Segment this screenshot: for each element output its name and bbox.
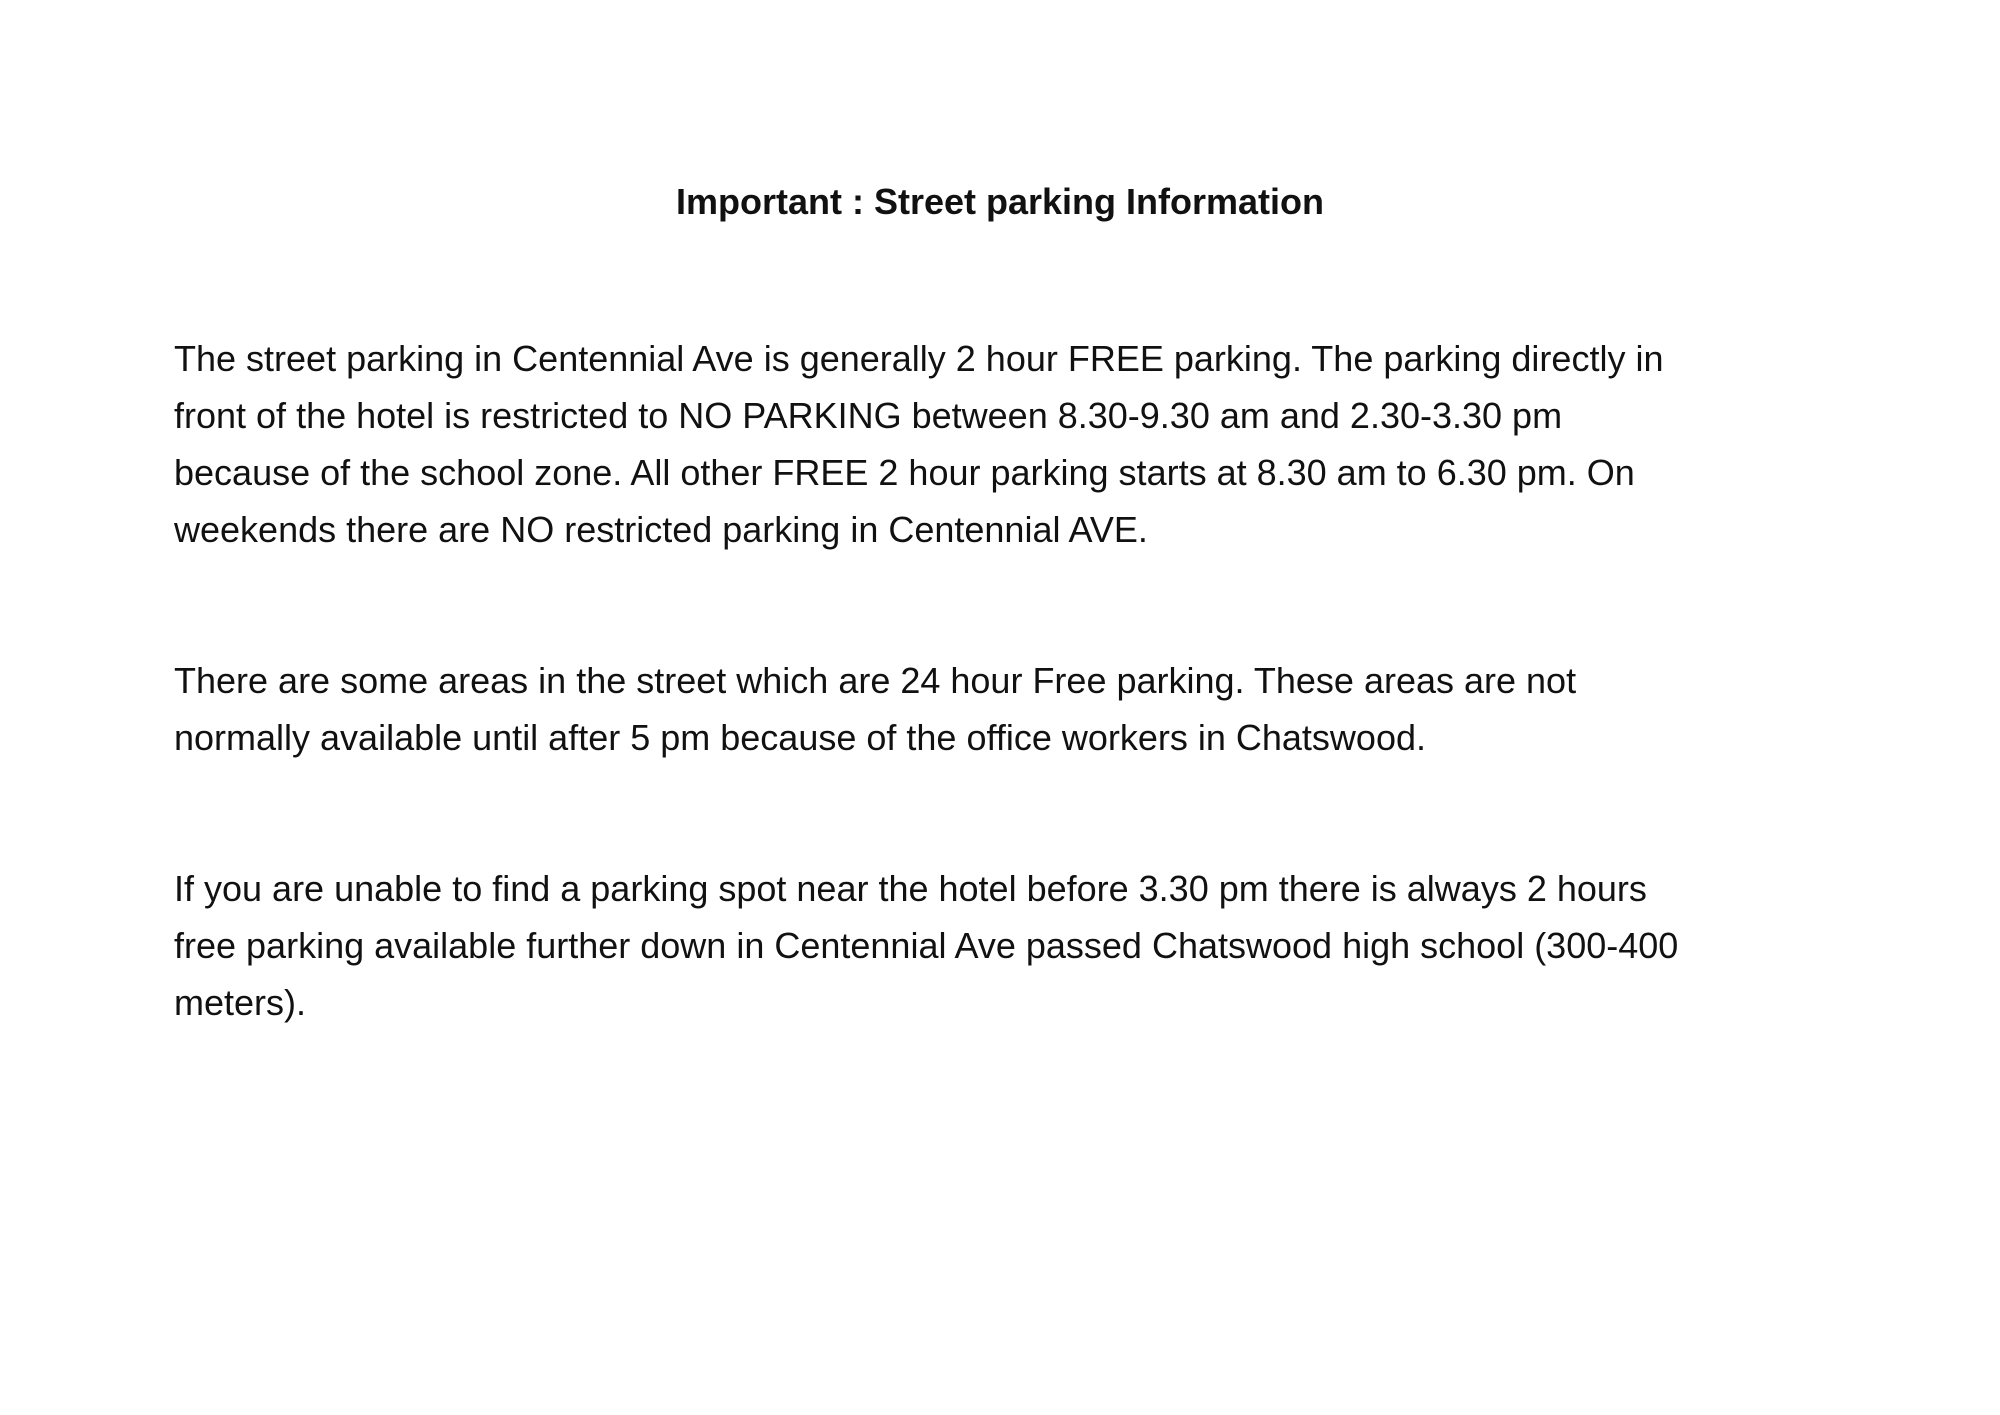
paragraph-24-hour-parking: There are some areas in the street which are 24 hour Free parking. These areas are not normally available until after 5 pm because of the office workers in Chatswood. <box>174 660 1577 758</box>
paragraph-parking-hours: The street parking in Centennial Ave is generally 2 hour FREE parking. The parking directly in front of the hotel is restricted to NO PARKING between 8.30-9.30 am and 2.30-3.30 pm because of the school zone. All other FREE 2 hour parking starts at 8.30 am to 6.30 pm. On weekends there are NO restricted parking in Centennial AVE. <box>174 338 1664 550</box>
paragraph-alternative-parking: If you are unable to find a parking spot near the hotel before 3.30 pm there is always 2 hours free parking available further down in Centennial Ave passed Chatswood high school (300-400 meters). <box>174 868 1679 1023</box>
page-title: Important : Street parking Information <box>675 181 1325 222</box>
